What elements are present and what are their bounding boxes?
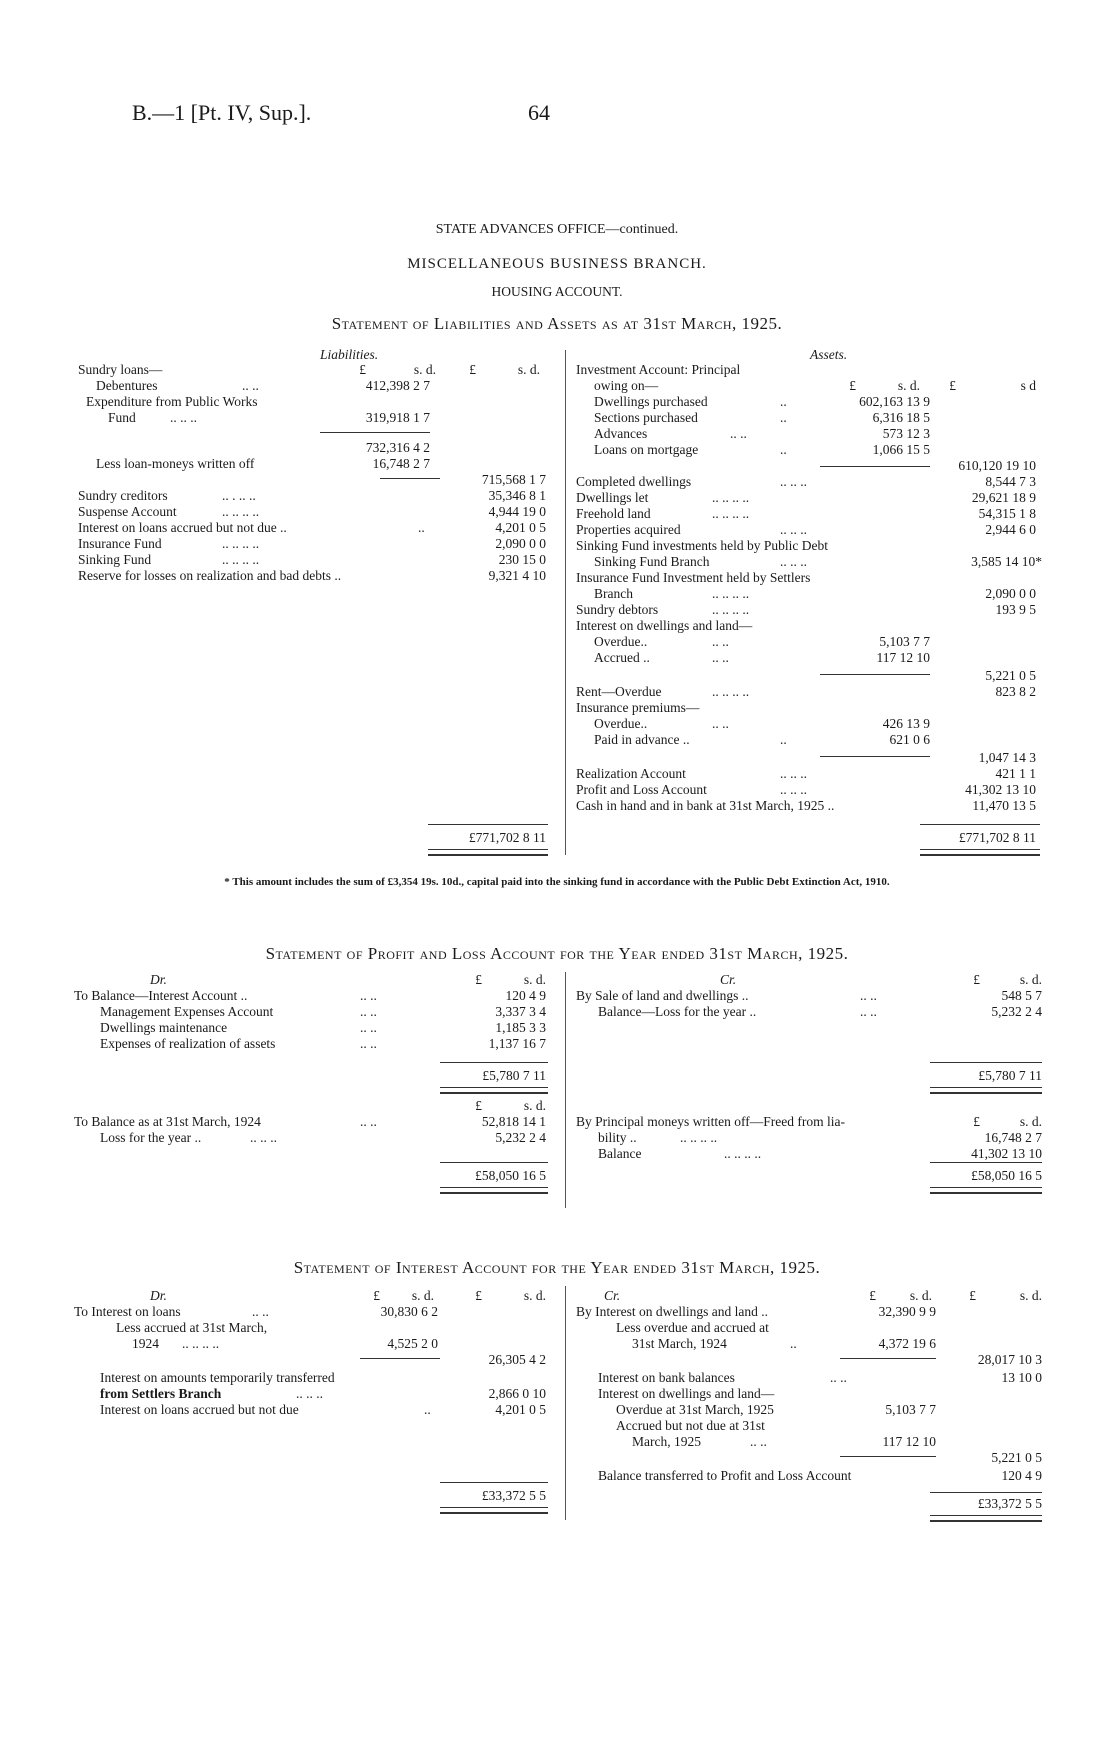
overdue-label: Overdue.. (594, 634, 648, 649)
int-cr-accrued-label: Accrued but not due at 31st (616, 1418, 765, 1433)
dots: .. .. (730, 426, 747, 441)
insurance-fund-label: Insurance Fund (78, 536, 162, 551)
dots: .. (780, 410, 787, 425)
freehold-land-amount: 54,315 1 8 (978, 506, 1036, 521)
dwellings-let-label: Dwellings let (576, 490, 649, 505)
pl-dr-management-amount: 3,337 3 4 (495, 1004, 546, 1019)
dots: .. .. .. .. (182, 1336, 220, 1351)
int-cr-less-label: Less overdue and accrued at (616, 1320, 769, 1335)
int-dr-settlers-amount: 2,866 0 10 (488, 1386, 546, 1401)
dots: .. .. .. .. (712, 586, 750, 601)
dots: .. . .. .. (222, 488, 256, 503)
branch-label: Branch (594, 586, 633, 601)
col-sd2: s. d. (517, 362, 540, 377)
pl-dr-maintenance-amount: 1,185 3 3 (495, 1020, 546, 1035)
owing-label: owing on— (594, 378, 659, 393)
ins-overdue-amount: 426 13 9 (882, 716, 930, 731)
rule (920, 824, 1040, 825)
assets-total: £771,702 8 11 (958, 830, 1036, 845)
loans-mortgage-label: Loans on mortgage (594, 442, 699, 457)
col-sd: s. d. (897, 378, 920, 393)
pl-dr2-balance-amount: 52,818 14 1 (481, 1114, 546, 1129)
double-rule (440, 1187, 548, 1194)
int-cr-1924-label: 31st March, 1924 (632, 1336, 727, 1351)
cash-amount: 11,470 13 5 (972, 798, 1036, 813)
dwellings-let-amount: 29,621 18 9 (971, 490, 1036, 505)
realization-account-amount: 421 1 1 (995, 766, 1036, 781)
statement-liabilities-assets-title: Statement of Liabilities and Assets as at 31st March, 1925. (331, 314, 783, 333)
col-pound2: £ (469, 362, 476, 377)
properties-acquired-label: Properties acquired (576, 522, 681, 537)
col-sd2: s d (1020, 378, 1036, 393)
col-pound2: £ (969, 1288, 976, 1303)
sinking-fund-amount: 230 15 0 (498, 552, 546, 567)
dots: .. .. .. .. (222, 536, 260, 551)
rent-overdue-label: Rent—Overdue (576, 684, 662, 699)
profit-loss-title: Statement of Profit and Loss Account for the Year ended 31st March, 1925. (265, 944, 849, 963)
double-rule (930, 1515, 1042, 1522)
accrued-label: Accrued .. (594, 650, 650, 665)
dots: .. .. (360, 1114, 377, 1129)
interest-account-title: Statement of Interest Account for the Year ended 31st March, 1925. (293, 1258, 821, 1277)
liabilities-heading: Liabilities. (320, 347, 379, 362)
debentures-amount: 412,398 2 7 (365, 378, 430, 393)
dots: .. .. .. .. (680, 1130, 718, 1145)
pl-cr2-liability-label: bility .. (598, 1130, 637, 1145)
pl-dr-total: £5,780 7 11 (482, 1068, 546, 1083)
sinking-fund-investments-label: Sinking Fund investments held by Public Debt (576, 538, 828, 553)
ins-advance-label: Paid in advance .. (594, 732, 690, 747)
dots: .. .. .. (780, 522, 807, 537)
pl-cr-loss-amount: 5,232 2 4 (991, 1004, 1042, 1019)
accrued-amount: 117 12 10 (876, 650, 930, 665)
dots: .. .. .. .. (222, 552, 260, 567)
pl-cr2-total: £58,050 16 5 (971, 1168, 1042, 1183)
int-dr-accrued-label: Interest on loans accrued but not due (100, 1402, 299, 1417)
pl-cr-sale-label: By Sale of land and dwellings .. (576, 988, 749, 1003)
sections-purchased-amount: 6,316 18 5 (872, 410, 930, 425)
insurance-investment-amount: 2,090 0 0 (985, 586, 1036, 601)
interest-accrued-amount: 4,201 0 5 (495, 520, 546, 535)
dr-label: Dr. (150, 972, 167, 987)
int-cr-int-total: 5,221 0 5 (991, 1450, 1042, 1465)
loans-mortgage-amount: 1,066 15 5 (872, 442, 930, 457)
col-pound2: £ (475, 1288, 482, 1303)
pl-dr-realization-label: Expenses of realization of assets (100, 1036, 276, 1051)
int-dr-temp-label: Interest on amounts temporarily transferred (100, 1370, 335, 1385)
dots: .. (424, 1402, 431, 1417)
assets-heading: Assets. (810, 347, 848, 362)
int-dr-loans-amount: 30,830 6 2 (380, 1304, 438, 1319)
rule (930, 1492, 1042, 1493)
int-dr-less-label: Less accrued at 31st March, (116, 1320, 268, 1335)
int-cr-overdue-amount: 5,103 7 7 (885, 1402, 936, 1417)
dots: .. .. (360, 988, 377, 1003)
int-cr-balance-amount: 120 4 9 (1001, 1468, 1042, 1483)
ins-total: 1,047 14 3 (978, 750, 1036, 765)
dots: .. .. (360, 1036, 377, 1051)
sundry-creditors-label: Sundry creditors (78, 488, 168, 503)
dots: .. .. .. .. (222, 504, 260, 519)
interest-dwellings-label: Interest on dwellings and land— (576, 618, 753, 633)
dots: .. .. (750, 1434, 767, 1449)
dots: .. .. .. (780, 766, 807, 781)
page-reference: B.—1 [Pt. IV, Sup.]. (132, 100, 312, 125)
dots: .. .. (860, 988, 877, 1003)
pl-dr2-loss-amount: 5,232 2 4 (495, 1130, 546, 1145)
less-written-off-label: Less loan-moneys written off (96, 456, 255, 471)
debentures-dots: .. .. (242, 378, 259, 393)
col-sd: s. d. (1019, 1114, 1042, 1129)
int-cr-dwellings-hdr: Interest on dwellings and land— (598, 1386, 775, 1401)
rule (440, 1162, 548, 1163)
pl-dr2-balance-label: To Balance as at 31st March, 1924 (74, 1114, 261, 1129)
double-rule (920, 849, 1040, 856)
interest-accrued-label: Interest on loans accrued but not due .. (78, 520, 287, 535)
page-number: 64 (528, 100, 550, 125)
dots: .. .. .. .. (724, 1146, 762, 1161)
int-dr-loans-label: To Interest on loans (74, 1304, 181, 1319)
pl-dr-management-label: Management Expenses Account (100, 1004, 274, 1019)
int-cr-total: £33,372 5 5 (977, 1496, 1042, 1511)
int-dr-settlers-label: from Settlers Branch (100, 1386, 222, 1401)
insurance-fund-amount: 2,090 0 0 (495, 536, 546, 551)
realization-account-label: Realization Account (576, 766, 686, 781)
dots: .. .. (712, 650, 729, 665)
properties-acquired-amount: 2,944 6 0 (985, 522, 1036, 537)
dots: .. .. .. (780, 474, 807, 489)
int-cr-march-label: March, 1925 (632, 1434, 701, 1449)
rule (428, 824, 548, 825)
int-dr-net-amount: 26,305 4 2 (488, 1352, 546, 1367)
dots: .. .. .. (780, 554, 807, 569)
dots: .. .. (252, 1304, 269, 1319)
loans-total: 715,568 1 7 (481, 472, 546, 487)
suspense-account-amount: 4,944 19 0 (488, 504, 546, 519)
office-title: STATE ADVANCES OFFICE—continued. (435, 222, 679, 237)
dots: .. .. (360, 1020, 377, 1035)
footnote: * This amount includes the sum of £3,354 19s. 10d., capital paid into the sinking fund in accordance with the Public Debt Extinction Act, 1910. (224, 876, 890, 888)
dots: .. (780, 442, 787, 457)
reserve-losses-amount: 9,321 4 10 (488, 568, 546, 583)
dots: .. .. (712, 716, 729, 731)
fund-label: Fund (108, 410, 136, 425)
sections-purchased-label: Sections purchased (594, 410, 698, 425)
col-pound: £ (869, 1288, 876, 1303)
dots: .. .. .. .. (712, 490, 750, 505)
dots: .. .. (360, 1004, 377, 1019)
overdue-amount: 5,103 7 7 (879, 634, 930, 649)
insurance-investment-label: Insurance Fund Investment held by Settlers (576, 570, 811, 585)
col-pound: £ (475, 972, 482, 987)
advances-amount: 573 12 3 (882, 426, 930, 441)
profit-loss-account-label: Profit and Loss Account (576, 782, 707, 797)
fund-dots: .. .. .. (170, 410, 197, 425)
account-title: HOUSING ACCOUNT. (491, 284, 623, 299)
investment-label: Investment Account: Principal (576, 362, 741, 377)
int-cr-less-amount: 4,372 19 6 (878, 1336, 936, 1351)
int-cr-dwellings-amount: 32,390 9 9 (878, 1304, 936, 1319)
dots: .. .. (712, 634, 729, 649)
profit-loss-account-amount: 41,302 13 10 (965, 782, 1036, 797)
rule (930, 1162, 1042, 1163)
cr-label: Cr. (720, 972, 737, 987)
pl-cr-loss-label: Balance—Loss for the year .. (598, 1004, 757, 1019)
dots: .. .. .. .. (712, 602, 750, 617)
col-pound2: £ (949, 378, 956, 393)
sundry-creditors-amount: 35,346 8 1 (488, 488, 546, 503)
sundry-loans-label: Sundry loans— (78, 362, 163, 377)
double-rule (428, 849, 548, 856)
dots: .. .. (860, 1004, 877, 1019)
advances-label: Advances (594, 426, 648, 441)
rule (320, 432, 430, 433)
sinking-fund-branch-amount: 3,585 14 10* (971, 554, 1042, 569)
col-sd: s. d. (523, 1098, 546, 1113)
rent-overdue-amount: 823 8 2 (995, 684, 1036, 699)
pl-cr-sale-amount: 548 5 7 (1001, 988, 1042, 1003)
pl-dr-interest-amount: 120 4 9 (505, 988, 546, 1003)
dots: .. (780, 732, 787, 747)
double-rule (440, 1087, 548, 1094)
int-cr-accrued-amount: 117 12 10 (882, 1434, 936, 1449)
pl-cr2-balance-label: Balance (598, 1146, 642, 1161)
ins-overdue-label: Overdue.. (594, 716, 648, 731)
pl-dr-interest-label: To Balance—Interest Account .. (74, 988, 248, 1003)
col-sd: s. d. (523, 972, 546, 987)
column-divider (565, 350, 566, 855)
completed-dwellings-label: Completed dwellings (576, 474, 692, 489)
col-pound: £ (373, 1288, 380, 1303)
col-sd2: s. d. (1019, 1288, 1042, 1303)
rule (930, 1062, 1042, 1063)
completed-dwellings-amount: 8,544 7 3 (985, 474, 1036, 489)
int-dr-accrued-amount: 4,201 0 5 (495, 1402, 546, 1417)
col-sd: s. d. (909, 1288, 932, 1303)
col-sd: s. d. (411, 1288, 434, 1303)
col-pound: £ (849, 378, 856, 393)
dots: .. (418, 520, 425, 535)
col-sd: s. d. (413, 362, 436, 377)
col-pound: £ (973, 972, 980, 987)
pl-cr2-balance-amount: 41,302 13 10 (971, 1146, 1042, 1161)
cash-label: Cash in hand and in bank at 31st March, 1925 .. (576, 798, 835, 813)
loans-subtotal: 732,316 4 2 (365, 440, 430, 455)
int-cr-dwellings-label: By Interest on dwellings and land .. (576, 1304, 768, 1319)
int-dr-less-amount: 4,525 2 0 (387, 1336, 438, 1351)
sinking-fund-label: Sinking Fund (78, 552, 152, 567)
pl-dr-realization-amount: 1,137 16 7 (488, 1036, 546, 1051)
owing-total: 610,120 19 10 (958, 458, 1036, 473)
pl-dr-maintenance-label: Dwellings maintenance (100, 1020, 228, 1035)
cr-label: Cr. (604, 1288, 621, 1303)
col-sd2: s. d. (523, 1288, 546, 1303)
rule (440, 1062, 548, 1063)
col-pound: £ (359, 362, 366, 377)
pl-cr2-principal-label: By Principal moneys written off—Freed from lia- (576, 1114, 845, 1129)
col-pound: £ (475, 1098, 482, 1113)
col-sd: s. d. (1019, 972, 1042, 987)
dots: .. .. (830, 1370, 847, 1385)
dots: .. .. .. (250, 1130, 277, 1145)
double-rule (930, 1187, 1042, 1194)
pl-cr-total: £5,780 7 11 (978, 1068, 1042, 1083)
suspense-account-label: Suspense Account (78, 504, 177, 519)
pl-dr2-loss-label: Loss for the year .. (100, 1130, 202, 1145)
ins-advance-amount: 621 0 6 (889, 732, 930, 747)
insurance-premiums-label: Insurance premiums— (576, 700, 700, 715)
int-dr-1924-label: 1924 (132, 1336, 159, 1351)
dr-label: Dr. (150, 1288, 167, 1303)
freehold-land-label: Freehold land (576, 506, 651, 521)
less-written-off-amount: 16,748 2 7 (372, 456, 430, 471)
sundry-debtors-amount: 193 9 5 (995, 602, 1036, 617)
double-rule (930, 1087, 1042, 1094)
dwellings-purchased-label: Dwellings purchased (594, 394, 708, 409)
dots: .. .. .. .. (712, 684, 750, 699)
column-divider (565, 972, 566, 1208)
int-dr-total: £33,372 5 5 (481, 1488, 546, 1503)
double-rule (440, 1507, 548, 1514)
dots: .. .. .. (296, 1386, 323, 1401)
col-pound: £ (973, 1114, 980, 1129)
expenditure-label: Expenditure from Public Works (86, 394, 258, 409)
dwellings-purchased-amount: 602,163 13 9 (859, 394, 930, 409)
int-cr-overdue-label: Overdue at 31st March, 1925 (616, 1402, 774, 1417)
sinking-fund-branch-label: Sinking Fund Branch (594, 554, 710, 569)
debentures-label: Debentures (96, 378, 158, 393)
int-cr-balance-label: Balance transferred to Profit and Loss Account (598, 1468, 852, 1483)
branch-title: MISCELLANEOUS BUSINESS BRANCH. (407, 256, 707, 272)
fund-amount: 319,918 1 7 (365, 410, 430, 425)
int-cr-net-amount: 28,017 10 3 (977, 1352, 1042, 1367)
dots: .. (790, 1336, 797, 1351)
dots: .. .. .. (780, 782, 807, 797)
pl-dr2-total: £58,050 16 5 (475, 1168, 546, 1183)
dots: .. (780, 394, 787, 409)
dots: .. .. .. .. (712, 506, 750, 521)
reserve-losses-label: Reserve for losses on realization and bad debts .. (78, 568, 342, 583)
sundry-debtors-label: Sundry debtors (576, 602, 659, 617)
liabilities-total: £771,702 8 11 (468, 830, 546, 845)
pl-cr2-liability-amount: 16,748 2 7 (984, 1130, 1042, 1145)
int-cr-bank-amount: 13 10 0 (1001, 1370, 1042, 1385)
interest-total: 5,221 0 5 (985, 668, 1036, 683)
rule (440, 1482, 548, 1483)
int-cr-bank-label: Interest on bank balances (598, 1370, 735, 1385)
column-divider (565, 1286, 566, 1520)
